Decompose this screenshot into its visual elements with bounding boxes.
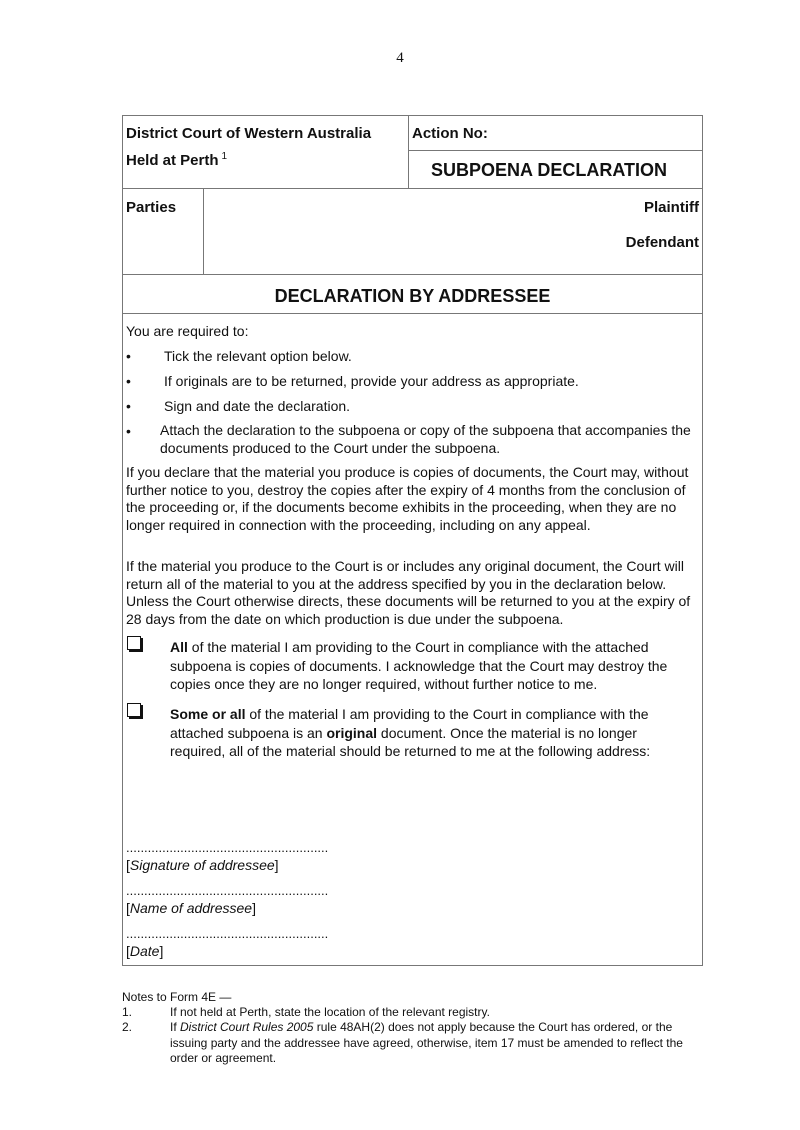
- form-title: SUBPOENA DECLARATION: [431, 160, 668, 180]
- page-number: 4: [396, 50, 404, 66]
- header-divider: [408, 115, 409, 188]
- note-rules-title: District Court Rules 2005: [180, 1020, 314, 1034]
- bracket-open: [: [126, 857, 130, 873]
- section-title: DECLARATION BY ADDRESSEE: [274, 286, 551, 306]
- instruction-item: Sign and date the declaration.: [164, 398, 351, 414]
- option-all-copies-checkbox[interactable]: [127, 636, 141, 650]
- note-text: If not held at Perth, state the location of the relevant registry.: [170, 1005, 490, 1019]
- instructions-intro: You are required to:: [126, 323, 249, 339]
- instruction-item: Attach the declaration to the subpoena or copy of the subpoena that accompanies the documents produced to the Court under the subpoena.: [160, 422, 691, 456]
- option-all-bold: All: [170, 639, 188, 655]
- date-line[interactable]: ........................................................: [126, 926, 329, 941]
- date-label-text: Date: [129, 943, 160, 959]
- note-body: rule 48AH(2) does not apply because the Court has ordered, or the issuing party and the addressee have agreed, otherwise, item 17 must be amended to reflect the order or agreement.: [170, 1020, 683, 1065]
- bullet-marker: •: [126, 423, 131, 439]
- option-some-originals-checkbox[interactable]: [127, 703, 141, 717]
- parties-bottom-rule: [122, 274, 703, 275]
- name-label-text: Name of addressee: [129, 900, 253, 916]
- instruction-item: If originals are to be returned, provide your address as appropriate.: [164, 373, 579, 389]
- defendant-label: Defendant: [625, 234, 699, 251]
- parties-label: Parties: [126, 199, 177, 216]
- bracket-open: [: [126, 943, 130, 959]
- option-all-body: of the material I am providing to the Court in compliance with the attached subpoena is copies of documents. I acknowledge that the Court may destroy the copies once they are no longer required, without further notice to me.: [170, 639, 668, 692]
- name-label: [126, 900, 256, 916]
- form-frame: [122, 115, 703, 966]
- plaintiff-label: Plaintiff: [644, 199, 699, 216]
- header-bottom-rule: [122, 188, 703, 189]
- held-at-text: Held at Perth: [126, 152, 219, 169]
- option-some-originals-text: [170, 705, 690, 761]
- bracket-open: [: [126, 900, 130, 916]
- action-no-rule: [408, 150, 703, 151]
- parties-divider: [203, 188, 204, 274]
- held-at: [126, 151, 227, 169]
- bracket-close: ]: [274, 857, 279, 873]
- option-all-copies-text: [170, 638, 701, 694]
- option-some-body-2: document. Once the material is no longer required, all of the material should be returned to me at the following address:: [170, 724, 651, 759]
- bracket-close: ]: [252, 900, 256, 916]
- section-title-rule: [122, 313, 703, 314]
- court-name: District Court of Western Australia: [126, 125, 372, 142]
- note-number: 2.: [122, 1020, 133, 1034]
- option-some-original-bold: original: [326, 724, 378, 741]
- bullet-marker: •: [126, 373, 131, 389]
- option-some-bold: Some or all: [170, 706, 246, 722]
- bracket-close: ]: [159, 943, 164, 959]
- notes-heading: Notes to Form 4E —: [122, 990, 232, 1004]
- date-label: [126, 943, 163, 959]
- option-some-body-1: of the material I am providing to the Court in compliance with the attached subpoena is an: [170, 706, 649, 741]
- bullet-marker: •: [126, 348, 131, 364]
- note-number: 1.: [122, 1005, 133, 1019]
- instruction-item: Tick the relevant option below.: [164, 348, 352, 364]
- note-prefix: If: [170, 1020, 181, 1034]
- copies-paragraph: If you declare that the material you produce is copies of documents, the Court may, without further notice to you, destroy the copies after the expiry of 4 months from the conclusion of the proceeding or, if the documents become exhibits in the proceeding, when they are no longer required in connection with the proceeding, including on any appeal.: [126, 464, 689, 533]
- held-at-footnote-ref: 1: [221, 151, 228, 162]
- bullet-marker: •: [126, 398, 131, 414]
- originals-paragraph: If the material you produce to the Court is or includes any original document, the Court will return all of the material to you at the address specified by you in the declaration below. Unless the Court otherwise directs, these documents will be returned to you at the expiry of 28 days from the date on which production is due under the subpoena.: [126, 558, 691, 627]
- name-line[interactable]: ........................................................: [126, 883, 329, 898]
- signature-label-text: Signature of addressee: [129, 857, 275, 873]
- signature-label: [126, 857, 279, 873]
- note-text: [170, 1020, 690, 1067]
- signature-line[interactable]: ........................................................: [126, 840, 329, 855]
- action-no-label: Action No:: [412, 125, 488, 142]
